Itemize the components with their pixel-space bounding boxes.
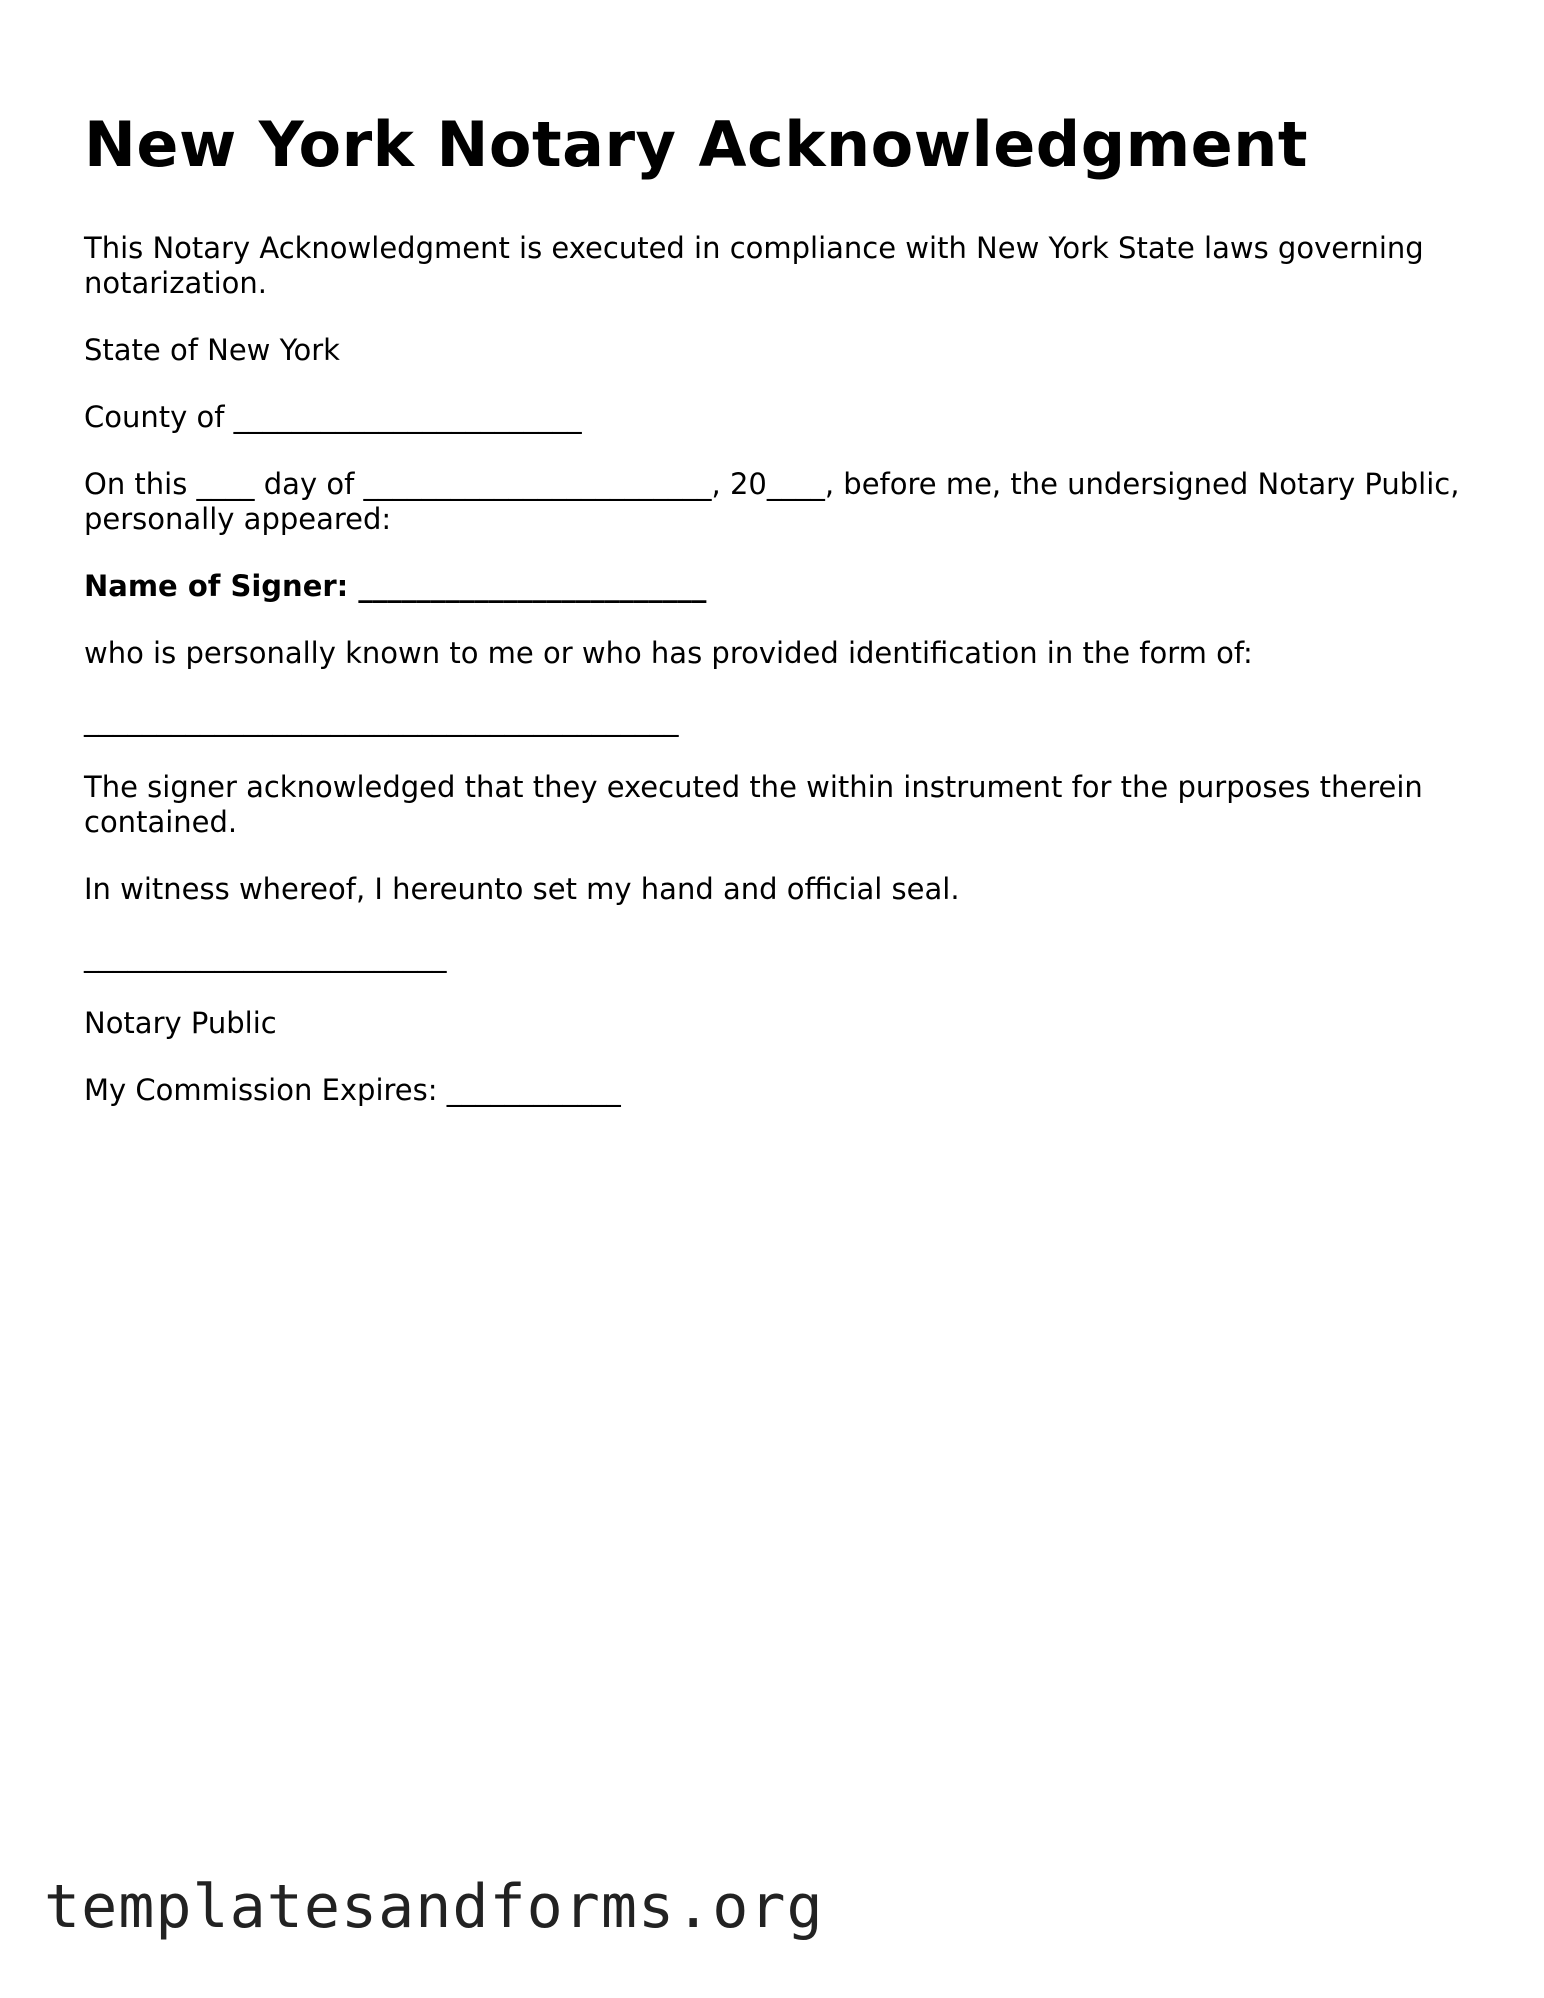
identification-line: who is personally known to me or who has provided identification in the form of: xyxy=(84,636,1253,670)
intro-paragraph: This Notary Acknowledgment is executed in compliance with New York State laws governing notarization. xyxy=(84,231,1433,300)
page-title: New York Notary Acknowledgment xyxy=(84,108,1308,181)
signer-name-line: Name of Signer: ________________________ xyxy=(84,569,707,603)
witness-line: In witness whereof, I hereunto set my hand and official seal. xyxy=(84,872,960,906)
county-line: County of ________________________ xyxy=(84,400,582,434)
notary-public-label: Notary Public xyxy=(84,1006,277,1040)
watermark: templatesandforms.org xyxy=(44,1872,824,1942)
document-page xyxy=(84,105,1469,1140)
commission-expires-line: My Commission Expires: ____________ xyxy=(84,1073,621,1107)
state-line: State of New York xyxy=(84,333,340,367)
identification-blank: _________________________________________ xyxy=(84,703,679,737)
date-line: On this ____ day of ________________________, 20____, before me, the undersigned Notary Public, personally appeared: xyxy=(84,467,1469,536)
signature-blank: _________________________ xyxy=(84,939,447,973)
acknowledgment-paragraph: The signer acknowledged that they executed the within instrument for the purposes therein contained. xyxy=(84,770,1433,839)
